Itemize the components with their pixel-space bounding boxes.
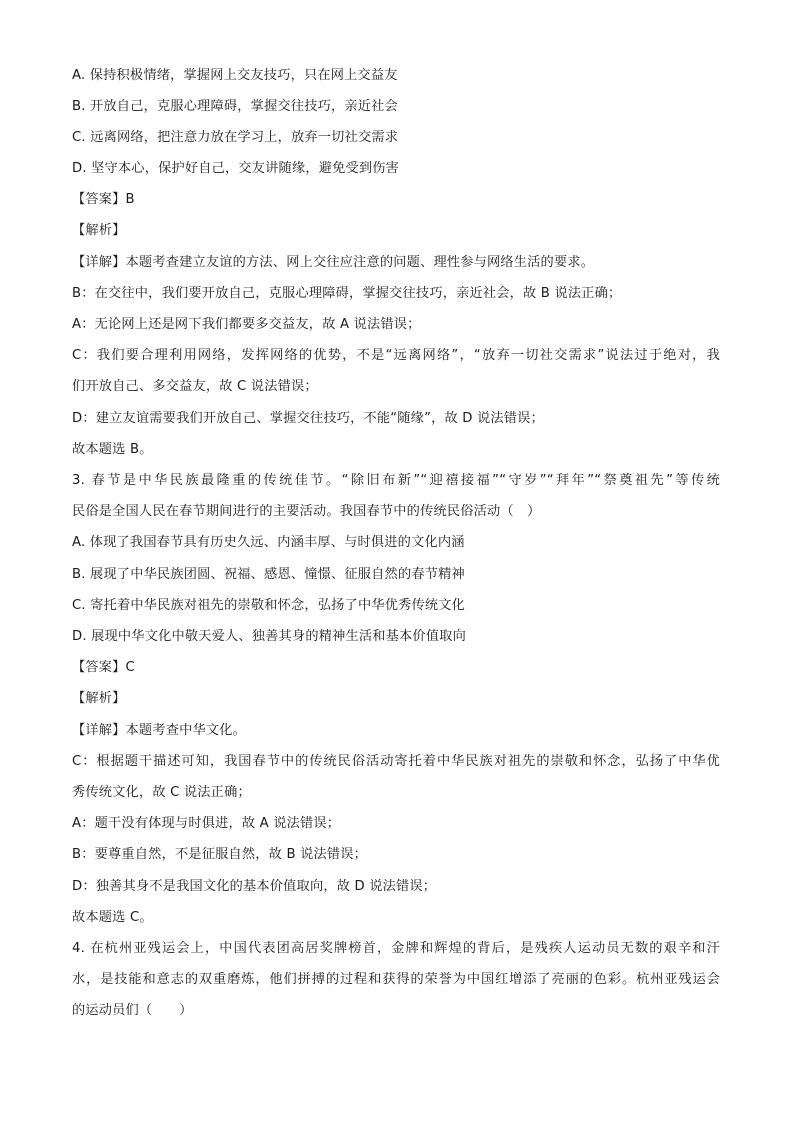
- q2-conclusion: 故本题选 B。: [72, 442, 153, 457]
- q2-option-b: B. 开放自己，克服心理障碍，掌握交往技巧，亲近社会: [72, 99, 398, 114]
- q3-conclusion: 故本题选 C。: [72, 910, 153, 925]
- q3-option-c: C. 寄托着中华民族对祖先的崇敬和怀念，弘扬了中华优秀传统文化: [72, 598, 466, 613]
- q3-explanation-line: B：要尊重自然，不是征服自然，故 B 说法错误；: [72, 847, 368, 862]
- q2-option-a: A. 保持积极情绪，掌握网上交友技巧，只在网上交益友: [72, 68, 398, 83]
- q2-answer: 【答案】B: [72, 192, 135, 207]
- q2-explanation-line: A：无论网上还是网下我们都要多交益友，故 A 说法错误；: [72, 317, 421, 332]
- q3-stem-line: 3. 春节是中华民族最隆重的传统佳节。“除旧布新”“迎禧接福”“守岁”“拜年”“祭奠祖先”等传统: [72, 473, 720, 488]
- q4-stem-line: 4. 在杭州亚残运会上，中国代表团高居奖牌榜首，金牌和辉煌的背后，是残疾人运动员无数的艰辛和汗: [72, 941, 720, 956]
- q3-stem-line: 民俗是全国人民在春节期间进行的主要活动。我国春节中的传统民俗活动（ ）: [72, 504, 541, 519]
- q4-stem-line: 水，是技能和意志的双重磨炼，他们拼搏的过程和获得的荣誉为中国红增添了亮丽的色彩。杭州亚残运会: [72, 972, 720, 987]
- q4-stem-line: 的运动员们（ ）: [72, 1003, 193, 1018]
- q3-answer: 【答案】C: [72, 660, 135, 675]
- q2-option-d: D. 坚守本心，保护好自己，交友讲随缘，避免受到伤害: [72, 161, 400, 176]
- q3-detail: 【详解】本题考查中华文化。: [72, 723, 247, 738]
- q2-explanation-line: D：建立友谊需要我们开放自己、掌握交往技巧，不能“随缘”，故 D 说法错误；: [72, 411, 544, 426]
- q3-option-b: B. 展现了中华民族团圆、祝福、感恩、憧憬、征服自然的春节精神: [72, 567, 465, 582]
- q2-option-c: C. 远离网络，把注意力放在学习上，放弃一切社交需求: [72, 130, 399, 145]
- q2-explanation-line: C：我们要合理利用网络，发挥网络的优势，不是“远离网络”，“放弃一切社交需求”说法过于绝对，我: [72, 348, 720, 363]
- q2-explanation-line: B：在交往中，我们要开放自己，克服心理障碍，掌握交往技巧，亲近社会，故 B 说法正确；: [72, 286, 622, 301]
- q3-analysis-label: 【解析】: [72, 691, 126, 706]
- q3-explanation-line: A：题干没有体现与时俱进，故 A 说法错误；: [72, 816, 341, 831]
- q3-explanation-line: 秀传统文化，故 C 说法正确；: [72, 785, 251, 800]
- q2-analysis-label: 【解析】: [72, 223, 126, 238]
- q3-option-d: D. 展现中华文化中敬天爱人、独善其身的精神生活和基本价值取向: [72, 629, 466, 644]
- q3-option-a: A. 体现了我国春节具有历史久远、内涵丰厚、与时俱进的文化内涵: [72, 535, 465, 550]
- q3-explanation-line: C：根据题干描述可知，我国春节中的传统民俗活动寄托着中华民族对祖先的崇敬和怀念，弘扬了中华优: [72, 754, 720, 769]
- q2-detail: 【详解】本题考查建立友谊的方法、网上交往应注意的问题、理性参与网络生活的要求。: [72, 255, 595, 270]
- q3-explanation-line: D：独善其身不是我国文化的基本价值取向，故 D 说法错误；: [72, 879, 437, 894]
- q2-explanation-line: 们开放自己、多交益友，故 C 说法错误；: [72, 379, 318, 394]
